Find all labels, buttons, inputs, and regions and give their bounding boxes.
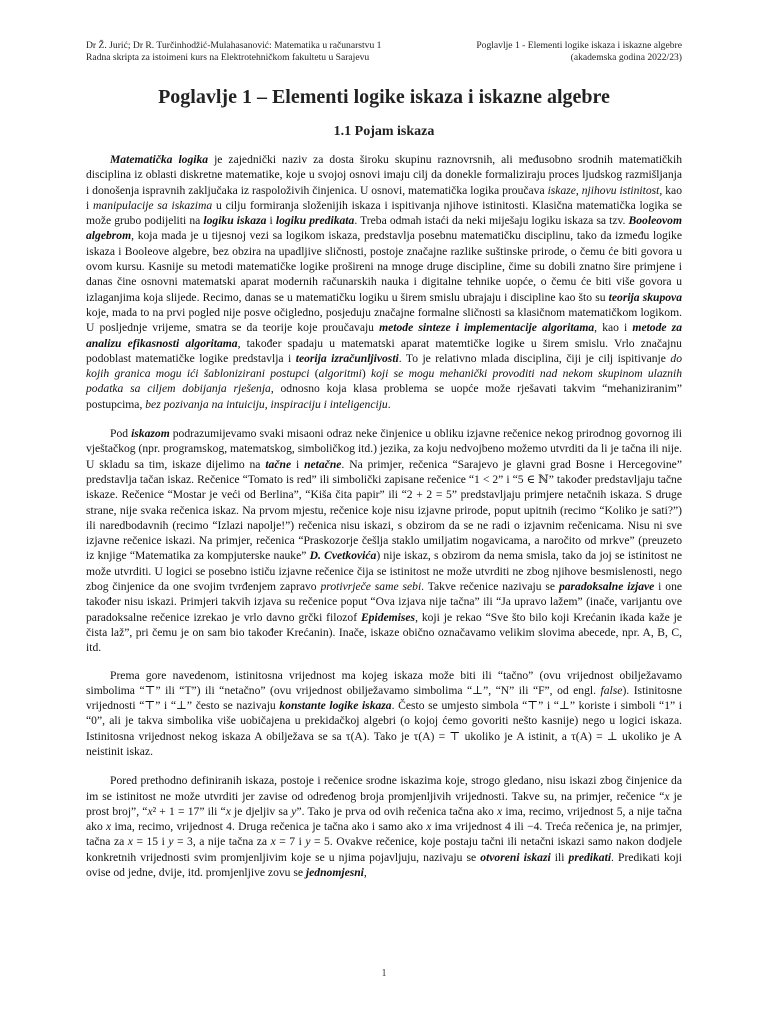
paragraph: Pod iskazom podrazumijevamo svaki misaoni odraz neke činjenice u obliku izjavne rečenice nekog prirodnog govornog ili vještačkog (npr. programskog, matematskog, simboličkog itd.) jezika, za koju nedvojbeno možemo utvrditi da li je tačna ili nije. U skladu sa tim, iskaze dijelimo na tačne i netačne. Na primjer, rečenica “Sarajevo je glavni grad Bosne i Hercegovine” predstavlja tačan iskaz. Rečenice “Tomato is red” ili simbolički zapisane rečenice “1 < 2” i “5 ∈ ℕ” također predstavljaju tačne iskaze. Rečenice “Mostar je veći od Berlina”, “Kiša čita papir” ili “2 + 2 = 5” predstavljaju primjere netačnih iskaza. S druge strane, nije svaka rečenica iskaz. Na prvom mjestu, rečenice koje nisu izjavne prirode, poput upitnih (recimo “Koliko je sati?”) ili naredbodavnih (recimo “Izlazi napolje!”) rečenica nisu iskazi, s obzirom da se ne radi o izjavnim rečenicama. Nisu ni sve izjavne rečenice iskazi. Na primjer, rečenica “Praskozorje češlja staklo umiljatim nogavicama, a naročito od mrkve” (preuzeto iz knjige “Matematika za kompjuterske nauke” D. Cvetkovića) nije iskaz, s obzirom da nema smisla, tako da joj se istinitost ne može utvrditi. U logici se posebno ističu izjavne rečenice čija se istinitost ne može utvrditi ne zbog njihove besmislenosti, nego zbog činjenice da one svojim tvrđenjem zapravo protivrječe same sebi. Takve rečenice nazivaju se paradoksalne izjave i one također nisu iskazi. Primjeri takvih izjava su rečenice poput “Ova izjava nije tačna” ili “Ja upravo lažem” (inače, varijantu ove paradoksalne rečenice izrekao je vrlo davno grčki filozof Epidemises, koji je rekao “Sve što bilo koji Krećanin ikada kaže je čista laž”, pri čemu je on sam bio također Krećanin). Inače, iskaze obično označavamo velikim slovima abecede, npr. A, B, C, itd.: [86, 427, 683, 655]
paragraph: Pored prethodno definiranih iskaza, postoje i rečenice srodne iskazima koje, strogo gledano, nisu iskazi zbog činjenice da im se istinitost ne može utvrditi jer zavise od određenog broja promjenljivih vrijednosti. Takve su, na primjer, rečenice “x je prost broj”, “x² + 1 = 17” ili “x je djeljiv sa y”. Tako je prva od ovih rečenica tačna ako x ima, recimo, vrijednost 5, a nije tačna ako x ima, recimo, vrijednost 4. Druga rečenica je tačna ako i samo ako x ima vrijednost 4 ili −4. Treća rečenica je, na primjer, tačna za x = 15 i y = 3, a nije tačna za x = 7 i y = 5. Ovakve rečenice, koje postaju tačni ili netačni iskazi samo nakon dodjele konkretnih vrijednosti svim promjenljivim koje se u njima pojavljuju, nazivaju se otvoreni iskazi ili predikati. Predikati koji ovise od jedne, dvije, itd. promjenljive zovu se jednomjesni,: [86, 774, 683, 880]
page-number: 1: [381, 968, 387, 979]
paragraph: Prema gore navedenom, istinitosna vrijednost ma kojeg iskaza može biti ili “tačno” (ovu vrijednost obilježavamo simbolima “⊤” ili “T”) ili “netačno” (ovu vrijednost obilježavamo simbolima “⊥”, “N” ili “F”, od engl. false). Istinitosne vrijednosti “⊤” i “⊥” često se nazivaju konstante logike iskaza. Često se umjesto simbola “⊤” i “⊥” koriste i simboli “1” i “0”, ali je takva simbolika više uobičajena u prekidačkoj algebri (o kojoj ćemo govoriti nešto kasnije) nego u logici iskaza. Istinitosna vrijednost nekog iskaza A obilježava se sa τ(A). Tako je τ(A) = ⊤ ukoliko je A istinit, a τ(A) = ⊥ ukoliko je A neistinit iskaz.: [86, 668, 682, 758]
header-course: Radna skripta za istoimeni kurs na Elektrotehničkom fakultetu u Sarajevu: [86, 52, 370, 63]
header-authors: Dr Ž. Jurić; Dr R. Turčinhodžić-Mulahasanović: Matematika u računarstvu 1: [86, 40, 382, 51]
chapter-title: Poglavlje 1 – Elementi logike iskaza i iskazne algebre: [158, 86, 610, 108]
header-academic-year: (akademska godina 2022/23): [570, 52, 682, 63]
body-text: [86, 152, 682, 894]
header-chapter: Poglavlje 1 - Elementi logike iskaza i iskazne algebre: [476, 40, 682, 51]
paragraph: Matematička logika je zajednički naziv za dosta široku skupinu raznovrsnih, ali međusobno srodnih matematičkih disciplina iz oblasti diskretne matematike, koje u svojoj osnovi imaju cilj da donekle formaliziraju proces ljudskog razmišljanja i donošenja ispravnih zaključaka iz raspoloživih činjenica. U osnovi, matematička logika proučava iskaze, njihovu istinitost, kao i manipulacije sa iskazima u cilju formiranja složenijih iskaza i ispitivanja njihove istinitosti. Klasična matematička logika se može grubo podijeliti na logiku iskaza i logiku predikata. Treba odmah istaći da neki miješaju logiku iskaza sa tzv. Booleovom algebrom, koja mada je u tijesnoj vezi sa logikom iskaza, predstavlja posebnu matematičku disciplinu, tako da između logike iskaza i Booleove algebre, bez obzira na upadljive sličnosti, postoje značajne razlike suštinske prirode, o čemu će biti govora u ovom kursu. Kasnije su metodi matematičke logike prošireni na mnoge druge discipline, čime su dobili znatno šire primjene i danas čine osnovni matematski aparat modernih računarskih nauka i digitalne tehnike uopće, o čemu će biti više govora u izlaganjima koja slijede. Recimo, danas se u matematičku logiku u širem smislu ubrajaju i discipline kao što su teorija skupova koje, mada to na prvi pogled nije posve očigledno, posjeduju značajne formalne sličnosti sa klasičnom matematičkom logikom. U posljednje vrijeme, smatra se da teorije koje proučavaju metode sinteze i implementacije algoritama, kao i metode za analizu efikasnosti algoritama, također spadaju u matematski aparat matemtičke logike u širem smislu. Vrlo značajnu podoblast matematičke logike predstavlja i teorija izračunljivosti. To je relativno mlada disciplina, čiji je cilj ispitivanje do kojih granica mogu ići šablonizirani postupci (algoritmi) koji se mogu mehanički provoditi nad nekom skupinom ulaznih podatka sa ciljem dobijanja rješenja, odnosno koja klasa problema se uopće može rješavati takvim “mehaniziranim” postupcima, bez pozivanja na intuiciju, inspiraciju i inteligenciju.: [86, 153, 683, 411]
section-title: 1.1 Pojam iskaza: [333, 124, 435, 139]
running-header: [86, 40, 682, 64]
